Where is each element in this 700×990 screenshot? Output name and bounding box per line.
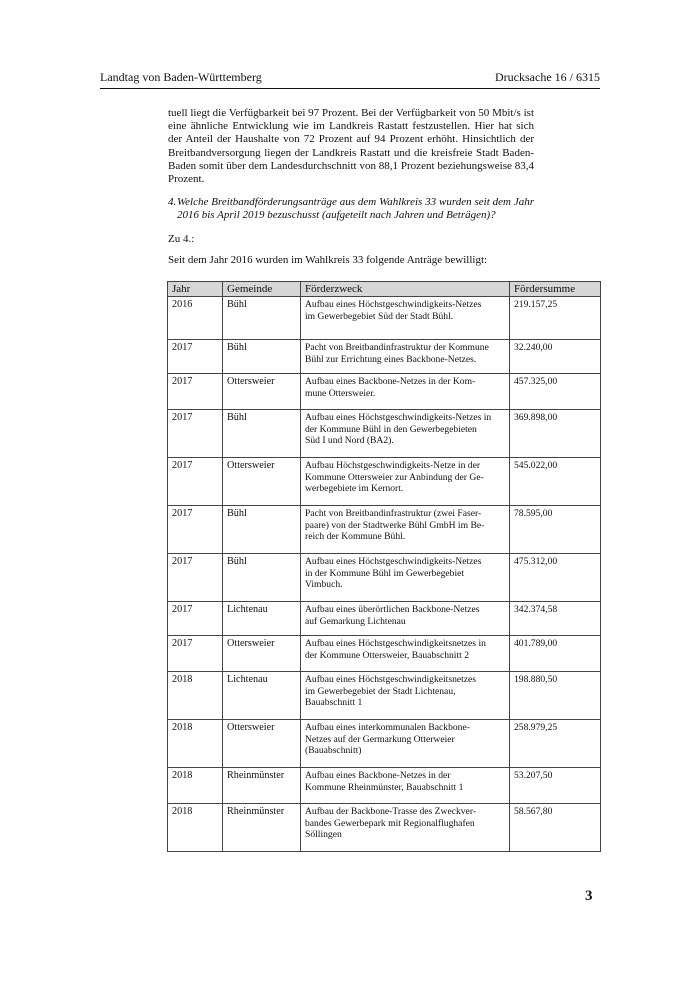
cell-gemeinde: Ottersweier bbox=[223, 720, 301, 768]
foerderzweck-line: Netzes auf der Germarkung Otterweier bbox=[305, 733, 455, 745]
answer-intro: Seit dem Jahr 2016 wurden im Wahlkreis 33 folgende Anträge bewilligt: bbox=[168, 254, 488, 266]
cell-gemeinde: Bühl bbox=[223, 506, 301, 554]
cell-jahr: 2016 bbox=[168, 297, 223, 340]
cell-foerderzweck bbox=[301, 554, 510, 602]
foerderzweck-line: Aufbau eines überörtlichen Backbone-Netzes bbox=[305, 604, 480, 615]
cell-jahr: 2017 bbox=[168, 506, 223, 554]
cell-foerdersumme: 58.567,80 bbox=[510, 804, 601, 852]
foerderzweck-line: Aufbau eines interkommunalen Backbone- bbox=[305, 722, 470, 733]
answer-label: Zu 4.: bbox=[168, 233, 195, 245]
cell-gemeinde: Lichtenau bbox=[223, 672, 301, 720]
foerderzweck-line: Pacht von Breitbandinfrastruktur der Kommune bbox=[305, 342, 489, 353]
table-header-row bbox=[168, 282, 601, 297]
cell-foerdersumme: 401.789,00 bbox=[510, 636, 601, 672]
table-row bbox=[168, 804, 601, 852]
cell-jahr: 2018 bbox=[168, 720, 223, 768]
cell-foerderzweck bbox=[301, 636, 510, 672]
question-text: Welche Breitbandförderungsanträge aus dem Wahlkreis 33 wurden seit dem Jahr 2016 bis April 2019 bezuschusst (aufgeteilt nach Jahren und Beträgen)? bbox=[177, 196, 534, 221]
cell-gemeinde: Ottersweier bbox=[223, 636, 301, 672]
cell-foerdersumme: 32.240,00 bbox=[510, 340, 601, 374]
cell-jahr: 2017 bbox=[168, 636, 223, 672]
foerderzweck-line: Pacht von Breitbandinfrastruktur (zwei Faser- bbox=[305, 508, 482, 519]
cell-foerdersumme: 198.880,50 bbox=[510, 672, 601, 720]
foerderzweck-line: Aufbau Höchstgeschwindigkeits-Netze in der bbox=[305, 460, 481, 471]
cell-gemeinde: Bühl bbox=[223, 554, 301, 602]
cell-foerdersumme: 475.312,00 bbox=[510, 554, 601, 602]
cell-gemeinde: Bühl bbox=[223, 297, 301, 340]
cell-foerdersumme: 457.325,00 bbox=[510, 374, 601, 410]
foerderzweck-line: auf Gemarkung Lichtenau bbox=[305, 615, 406, 627]
cell-foerdersumme: 258.979,25 bbox=[510, 720, 601, 768]
foerderzweck-line: paare) von der Stadtwerke Bühl GmbH im Be- bbox=[305, 519, 485, 531]
table-row bbox=[168, 458, 601, 506]
foerderzweck-line: der Kommune Bühl in den Gewerbegebieten bbox=[305, 423, 477, 435]
grants-table bbox=[167, 281, 601, 852]
foerderzweck-line: im Gewerbegebiet der Stadt Lichtenau, bbox=[305, 685, 456, 697]
cell-jahr: 2018 bbox=[168, 768, 223, 804]
table-row bbox=[168, 410, 601, 458]
cell-foerderzweck bbox=[301, 374, 510, 410]
foerderzweck-line: werbegebiete im Kernort. bbox=[305, 483, 404, 495]
foerderzweck-line: Aufbau eines Höchstgeschwindigkeits-Netzes bbox=[305, 556, 482, 567]
cell-foerderzweck bbox=[301, 340, 510, 374]
table-row bbox=[168, 297, 601, 340]
cell-foerderzweck bbox=[301, 804, 510, 852]
cell-foerderzweck bbox=[301, 410, 510, 458]
header-foerderzweck: Förderzweck bbox=[301, 282, 510, 297]
foerderzweck-line: Süd I und Nord (BA2). bbox=[305, 435, 394, 447]
cell-foerderzweck bbox=[301, 458, 510, 506]
table-row bbox=[168, 374, 601, 410]
header-foerdersumme: Fördersumme bbox=[510, 282, 601, 297]
cell-jahr: 2018 bbox=[168, 804, 223, 852]
table-row bbox=[168, 636, 601, 672]
foerderzweck-line: Bauabschnitt 1 bbox=[305, 697, 363, 709]
cell-foerdersumme: 53.207,50 bbox=[510, 768, 601, 804]
foerderzweck-line: Aufbau eines Höchstgeschwindigkeitsnetzes in bbox=[305, 638, 486, 649]
header-jahr: Jahr bbox=[168, 282, 223, 297]
foerderzweck-line: Kommune Ottersweier zur Anbindung der Ge- bbox=[305, 471, 484, 483]
foerderzweck-line: mune Ottersweier. bbox=[305, 387, 376, 399]
cell-jahr: 2017 bbox=[168, 340, 223, 374]
page-number: 3 bbox=[585, 888, 593, 904]
cell-foerderzweck bbox=[301, 720, 510, 768]
cell-gemeinde: Rheinmünster bbox=[223, 804, 301, 852]
cell-gemeinde: Lichtenau bbox=[223, 602, 301, 636]
cell-foerdersumme: 545.022,00 bbox=[510, 458, 601, 506]
foerderzweck-line: (Bauabschnitt) bbox=[305, 745, 362, 757]
foerderzweck-line: Vimbuch. bbox=[305, 579, 343, 591]
foerderzweck-line: Bühl zur Errichtung eines Backbone-Netzes. bbox=[305, 353, 477, 365]
foerderzweck-line: im Gewerbegebiet Süd der Stadt Bühl. bbox=[305, 310, 454, 322]
header-divider bbox=[100, 88, 600, 89]
cell-jahr: 2017 bbox=[168, 602, 223, 636]
question-4 bbox=[168, 196, 534, 222]
table-row bbox=[168, 672, 601, 720]
cell-gemeinde: Bühl bbox=[223, 410, 301, 458]
question-number: 4. bbox=[168, 196, 177, 208]
cell-foerderzweck bbox=[301, 506, 510, 554]
foerderzweck-line: Aufbau eines Backbone-Netzes in der bbox=[305, 770, 451, 781]
foerderzweck-line: Aufbau eines Höchstgeschwindigkeitsnetzes bbox=[305, 674, 477, 685]
cell-jahr: 2018 bbox=[168, 672, 223, 720]
cell-foerderzweck bbox=[301, 672, 510, 720]
cell-foerdersumme: 219.157,25 bbox=[510, 297, 601, 340]
foerderzweck-line: in der Kommune Bühl im Gewerbegebiet bbox=[305, 567, 465, 579]
header-parliament: Landtag von Baden-Württemberg bbox=[100, 70, 262, 84]
cell-foerderzweck bbox=[301, 768, 510, 804]
table-row bbox=[168, 554, 601, 602]
cell-gemeinde: Rheinmünster bbox=[223, 768, 301, 804]
table-row bbox=[168, 506, 601, 554]
foerderzweck-line: Aufbau der Backbone-Trasse des Zweckver- bbox=[305, 806, 477, 817]
foerderzweck-line: der Kommune Ottersweier, Bauabschnitt 2 bbox=[305, 649, 469, 661]
cell-foerdersumme: 78.595,00 bbox=[510, 506, 601, 554]
cell-jahr: 2017 bbox=[168, 554, 223, 602]
cell-foerderzweck bbox=[301, 297, 510, 340]
intro-paragraph: tuell liegt die Verfügbarkeit bei 97 Prozent. Bei der Verfügbarkeit von 50 Mbit/s ist eine ähnliche Entwicklung wie im Landkreis Rastatt festzustellen. Hier hat sich der Anteil der Haushalte von 72 Prozent auf 94 Prozent erhöht. Hinsichtlich der Breitbandversorgung liegen der Landkreis Rastatt und die kreisfreie Stadt Baden-Baden somit über dem Landesdurchschnitt von 88,1 Prozent beziehungsweise 83,4 Prozent. bbox=[168, 107, 534, 186]
page-header bbox=[100, 70, 600, 86]
foerderzweck-line: bandes Gewerbepark mit Regionalflughafen bbox=[305, 817, 475, 829]
foerderzweck-line: Söllingen bbox=[305, 829, 342, 841]
cell-gemeinde: Ottersweier bbox=[223, 374, 301, 410]
table-row bbox=[168, 768, 601, 804]
foerderzweck-line: Aufbau eines Backbone-Netzes in der Kom- bbox=[305, 376, 476, 387]
cell-jahr: 2017 bbox=[168, 410, 223, 458]
cell-gemeinde: Bühl bbox=[223, 340, 301, 374]
cell-foerdersumme: 369.898,00 bbox=[510, 410, 601, 458]
cell-jahr: 2017 bbox=[168, 374, 223, 410]
table-row bbox=[168, 602, 601, 636]
cell-jahr: 2017 bbox=[168, 458, 223, 506]
header-document-number: Drucksache 16 / 6315 bbox=[495, 70, 600, 84]
foerderzweck-line: reich der Kommune Bühl. bbox=[305, 531, 406, 543]
cell-foerdersumme: 342.374,58 bbox=[510, 602, 601, 636]
cell-foerderzweck bbox=[301, 602, 510, 636]
cell-gemeinde: Ottersweier bbox=[223, 458, 301, 506]
foerderzweck-line: Kommune Rheinmünster, Bauabschnitt 1 bbox=[305, 781, 464, 793]
header-gemeinde: Gemeinde bbox=[223, 282, 301, 297]
foerderzweck-line: Aufbau eines Höchstgeschwindigkeits-Netzes in bbox=[305, 412, 492, 423]
foerderzweck-line: Aufbau eines Höchstgeschwindigkeits-Netzes bbox=[305, 299, 482, 310]
table-row bbox=[168, 720, 601, 768]
table-row bbox=[168, 340, 601, 374]
